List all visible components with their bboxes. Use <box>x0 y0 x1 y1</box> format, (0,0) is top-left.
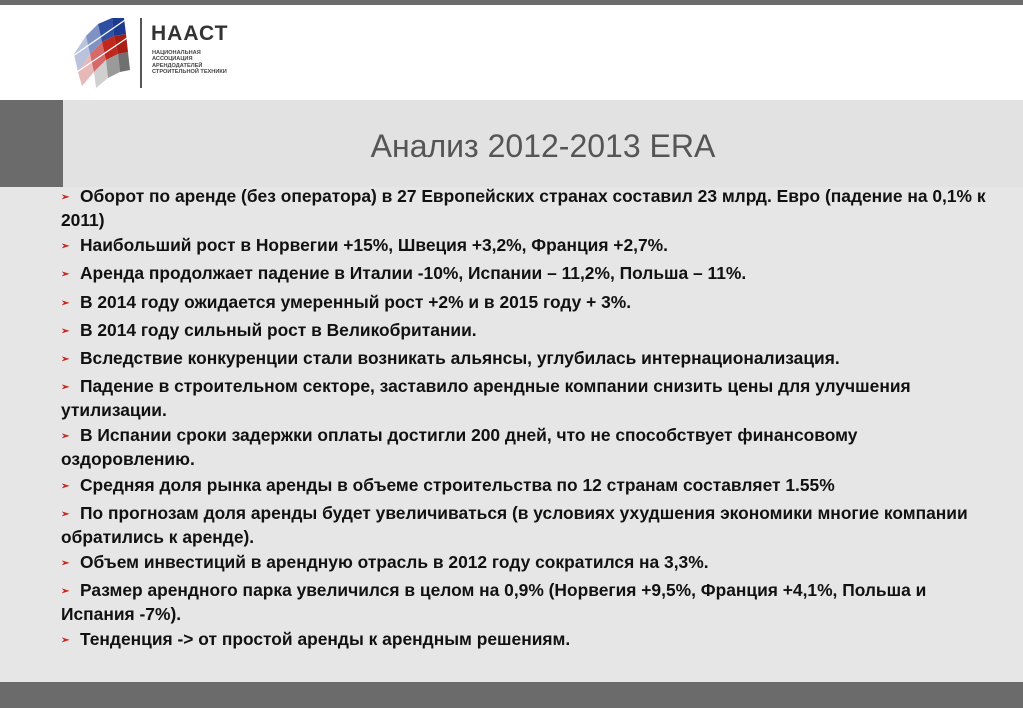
list-item <box>61 320 996 344</box>
bullet-text: В Испании сроки задержки оплаты достигли 200 дней, что не способствует финансовому оздоровлению. <box>61 425 858 470</box>
list-item <box>61 292 996 316</box>
list-item <box>61 376 996 421</box>
bullet-text: Средняя доля рынка аренды в объеме строительства по 12 странам составляет 1.55% <box>80 474 835 495</box>
bullet-arrow-icon: ➢ <box>61 635 70 647</box>
bullet-arrow-icon: ➢ <box>61 353 70 365</box>
bullet-text: Вследствие конкуренции стали возникать альянсы, углубилась интернационализация. <box>80 347 840 368</box>
bullet-text: В 2014 году ожидается умеренный рост +2% и в 2015 году + 3%. <box>80 291 632 312</box>
bullet-text: Тенденция -> от простой аренды к арендным решениям. <box>80 629 571 650</box>
bullet-text: Наибольший рост в Норвегии +15%, Швеция +3,2%, Франция +2,7%. <box>80 235 668 256</box>
bullet-text: Падение в строительном секторе, заставило арендные компании снизить цены для улучшения утилизации. <box>61 376 911 421</box>
list-item <box>61 552 996 576</box>
logo-mark-icon <box>66 14 134 90</box>
list-item <box>61 348 996 372</box>
bullet-arrow-icon: ➢ <box>61 325 70 337</box>
list-item <box>61 503 996 548</box>
bullet-arrow-icon: ➢ <box>61 269 70 281</box>
bottom-bar <box>0 682 1023 708</box>
list-item <box>61 235 996 259</box>
bullet-arrow-icon: ➢ <box>61 508 70 520</box>
list-item <box>61 580 996 625</box>
bullet-text: Аренда продолжает падение в Италии -10%, Испании – 11,2%, Польша – 11%. <box>80 263 747 284</box>
list-item <box>61 475 996 499</box>
bullet-arrow-icon: ➢ <box>61 382 70 394</box>
bullet-text: По прогнозам доля аренды будет увеличиваться (в условиях ухудшения экономики многие компании обратились к аренде). <box>61 502 968 547</box>
bullet-text: Объем инвестиций в арендную отрасль в 2012 году сократился на 3,3%. <box>80 551 709 572</box>
bullet-text: Размер арендного парка увеличился в целом на 0,9% (Норвегия +9,5%, Франция +4,1%, Польша и Испания -7%). <box>61 580 927 625</box>
bullet-list <box>61 186 996 657</box>
left-accent-block <box>0 100 63 187</box>
list-item <box>61 263 996 287</box>
list-item <box>61 186 996 231</box>
list-item <box>61 629 996 653</box>
bullet-arrow-icon: ➢ <box>61 431 70 443</box>
logo <box>66 14 236 94</box>
logo-divider <box>140 18 142 88</box>
slide-title: Анализ 2012-2013 ERA <box>370 128 716 164</box>
list-item <box>61 425 996 470</box>
bullet-text: Оборот по аренде (без оператора) в 27 Европейских странах составил 23 млрд. Евро (падение на 0,1% к 2011) <box>61 186 986 230</box>
bullet-arrow-icon: ➢ <box>61 241 70 253</box>
logo-name: НААСТ <box>151 22 229 45</box>
logo-subtitle: НАЦИОНАЛЬНАЯ АССОЦИАЦИЯ АРЕНДОДАТЕЛЕЙ СТРОИТЕЛЬНОЙ ТЕХНИКИ <box>152 50 227 75</box>
bullet-arrow-icon: ➢ <box>61 586 70 598</box>
bullet-arrow-icon: ➢ <box>61 297 70 309</box>
bullet-arrow-icon: ➢ <box>61 192 70 203</box>
bullet-arrow-icon: ➢ <box>61 557 70 569</box>
bullet-text: В 2014 году сильный рост в Великобритании. <box>80 319 477 340</box>
bullet-arrow-icon: ➢ <box>61 480 70 492</box>
